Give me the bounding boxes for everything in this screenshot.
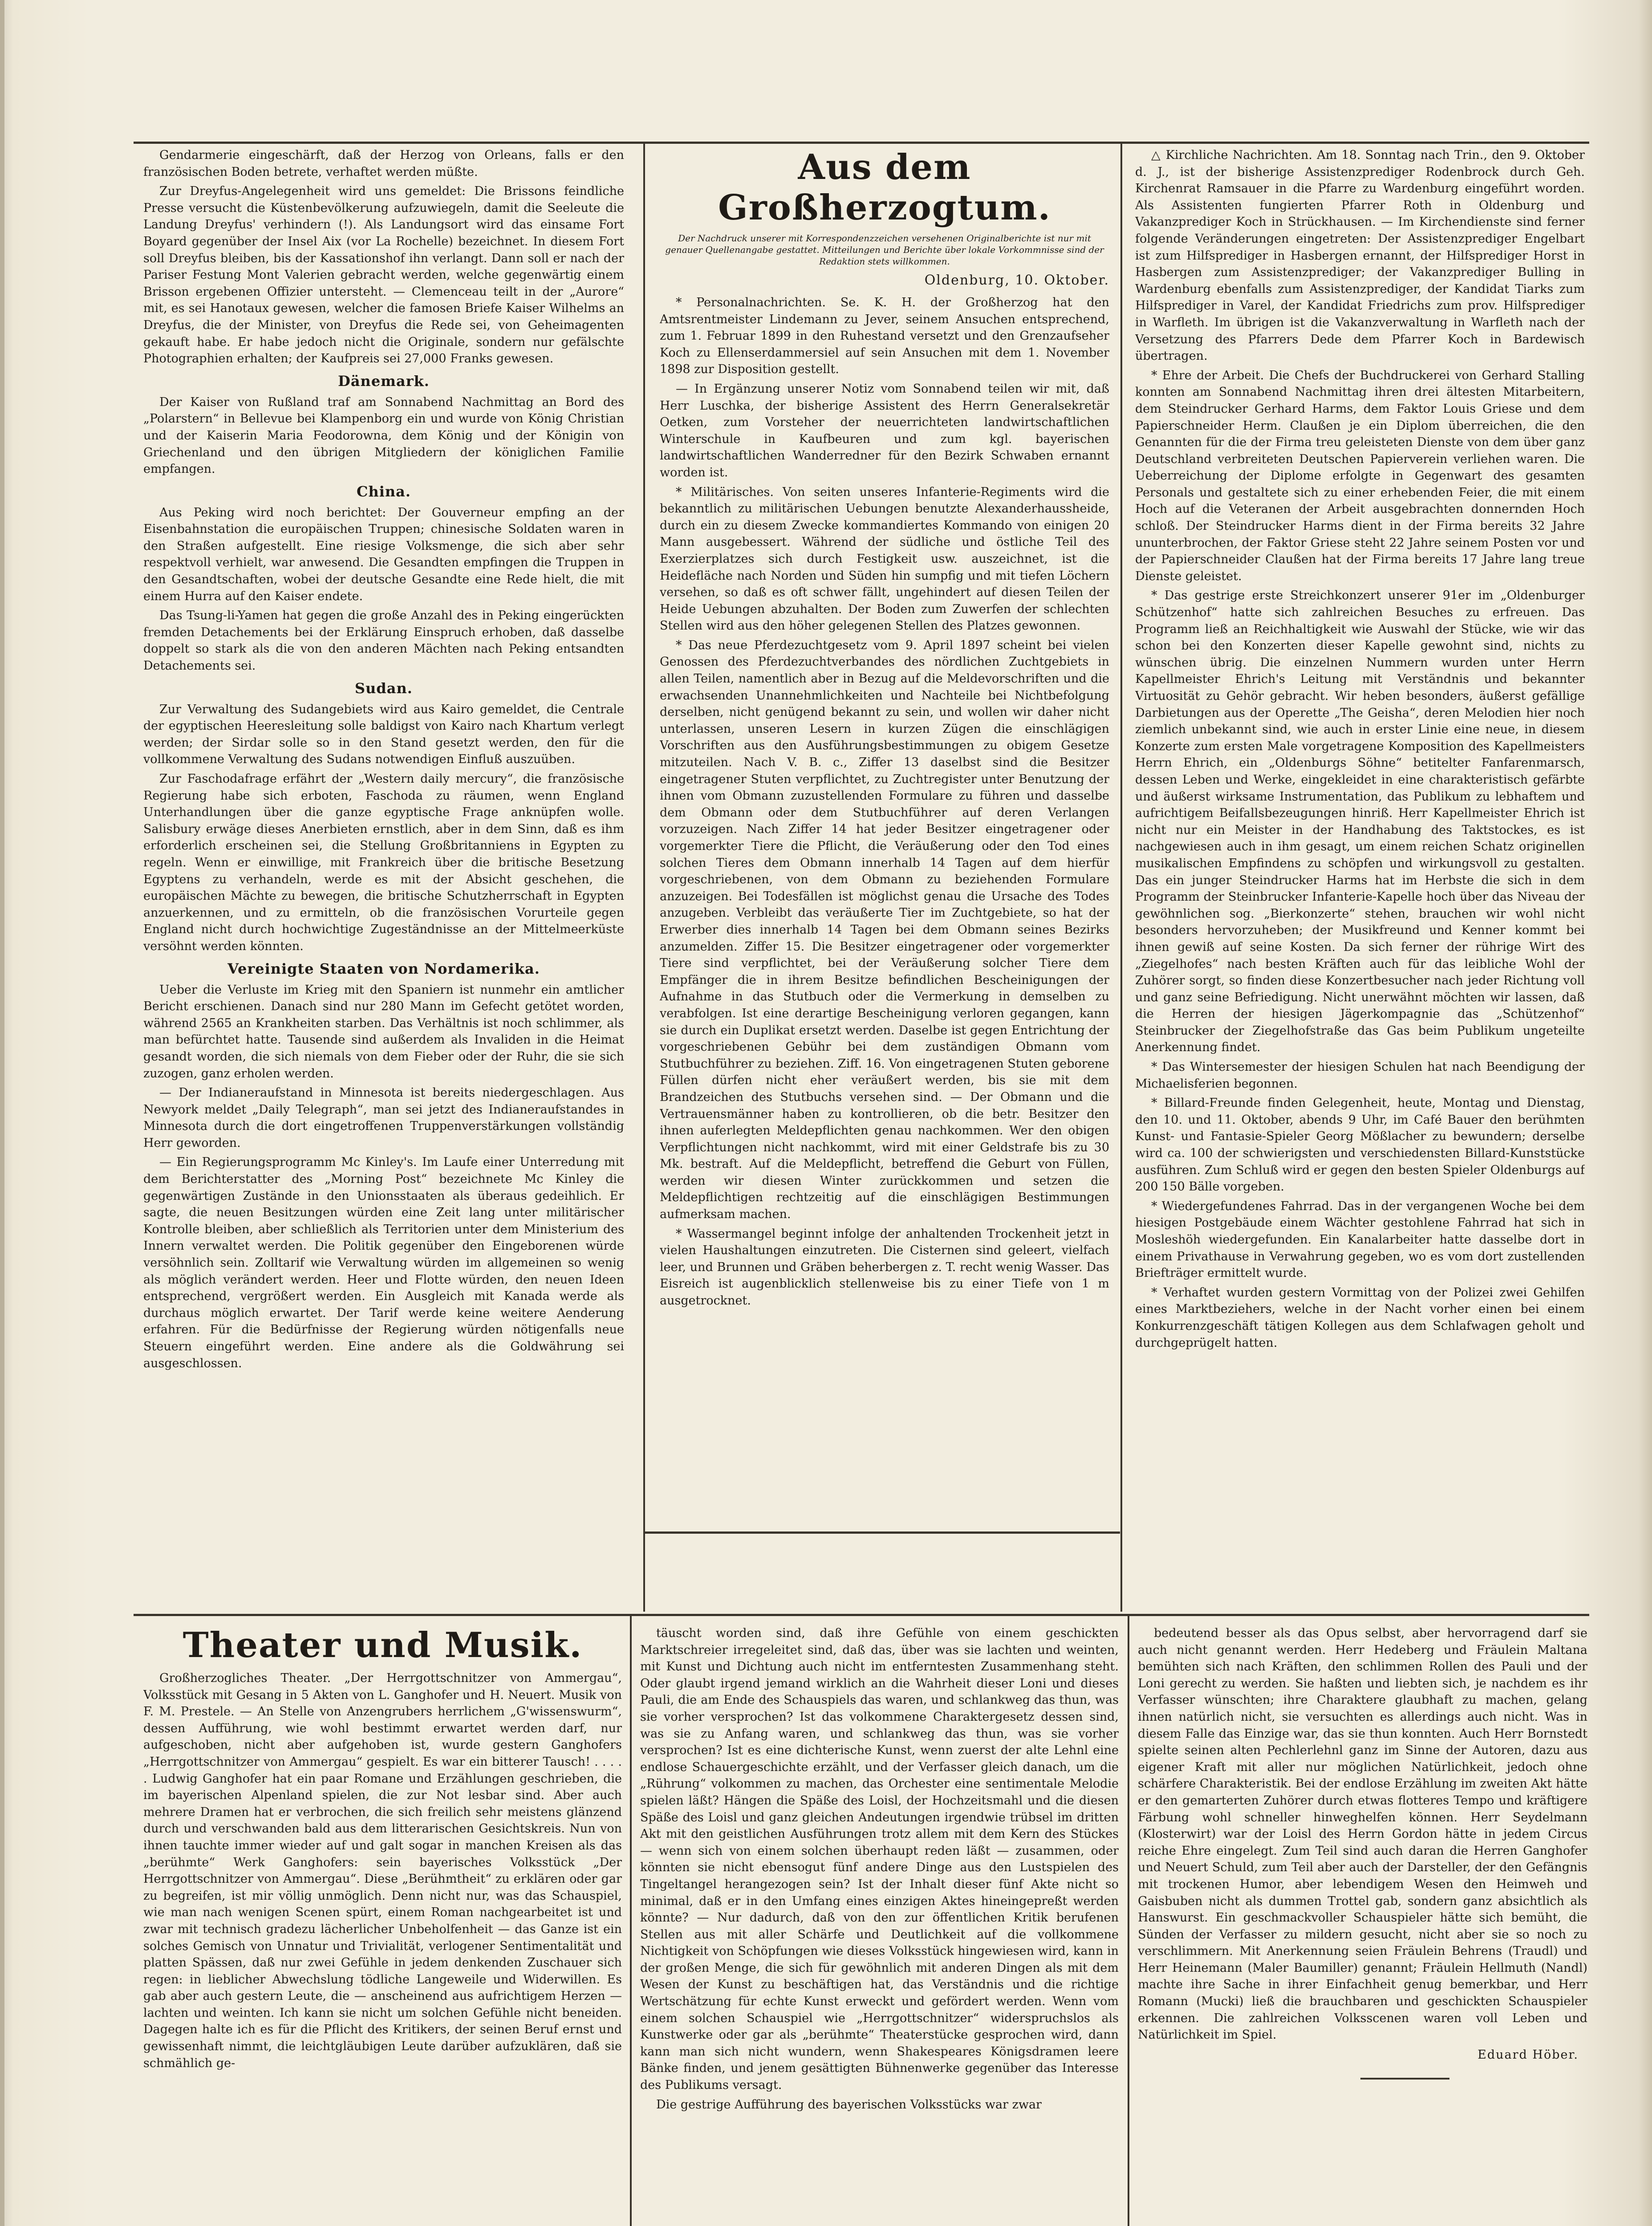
column-theater-2 [640, 1625, 1119, 2226]
column-theater-1 [143, 1625, 622, 2226]
article-paragraph: — Ein Regierungsprogramm Mc Kinley's. Im Laufe einer Unterredung mit dem Berichterstatter des „Morning Post“ bezeichnete Mc Kinley die gegenwärtigen Zustände in den Unionsstaaten als überaus gedeihlich. Er sagte, die neuen Besitzungen würden eine Zeit lang unter militärischer Kontrolle bleiben, aber schließlich als Territorien unter dem Ministerium des Innern verwaltet werden. Die Politik gegenüber den Eingeborenen würde versöhnlich sein. Zolltarif wie Verwaltung würden im allgemeinen so wenig als möglich verändert werden. Heer und Flotte würden, den neuen Ideen entsprechend, vergrößert werden. Ein Ausgleich mit Kanada werde als durchaus möglich erwartet. Der Tarif werde keine weitere Aenderung erfahren. Für die Bedürfnisse der Regierung würden nötigenfalls neue Steuern eingeführt werden. Eine andere als die Goldwährung sei ausgeschlossen. [143, 1155, 624, 1370]
article-paragraph: täuscht worden sind, daß ihre Gefühle von einem geschickten Marktschreier irregeleitet sind, daß das, über was sie lachten und weinten, mit Kunst und Dichtung auch nicht im entferntesten Zusammenhang steht. Oder glaubt irgend jemand wirklich an die Wahrheit dieser Loni und dieses Pauli, die am Ende des Schauspiels das waren, und schlankweg das thun, was sie vorher versprochen? Ist das volkommene Charaktergesetz dessen sind, was sie zu Anfang waren, und schlankweg das thun, was sie vorher versprochen? Ist es eine dichterische Kunst, wenn zuerst der alte Lehnl eine endlose Schauergeschichte erzählt, und der Verfasser gleich danach, um die „Rührung“ volkommen zu machen, das Orchester eine sentimentale Melodie spielen läßt? Hängen die Späße des Loisl, der Hochzeitsmahl und die diesen Späße des Loisl und ganz gleichen Andeutungen irgendwie trübsel im dritten Akt mit den geistlichen Ausführungen trotz allem mit dem Kern des Stückes — wenn sich von einem solchen überhaupt reden läßt — zusammen, oder könnten sie nicht ebensogut fünf andere Dinge aus den Lustspielen des Tingeltangel herangezogen sein? Ist der Inhalt dieser fünf Akte nicht so minimal, daß er in den Umfang eines einzigen Aktes hineingepreßt werden könnte? — Nur dadurch, daß von den zur öffentlichen Kritik berufenen Stellen aus mit aller Schärfe und Deutlichkeit auf die vollkommene Nichtigkeit von Schöpfungen wie dieses Volksstück hingewiesen wird, kann in der großen Menge, die sich für gewöhnlich mit anderen Dingen als mit dem Wesen der Kunst zu beschäftigen hat, das Verständnis und die richtige Wertschätzung für echte Kunst erweckt und gefördert werden. Wenn vom einem solchen Schauspiel wie „Herrgottschnitzer“ widerspruchslos als Kunstwerke oder gar als „berühmte“ Theaterstücke gesprochen wird, dann kann man sich nicht wundern, wenn Shakespeares Königsdramen leere Bänke finden, und jenem gesättigten Bühnenwerke gegenüber das Interesse des Publikums versagt. [640, 1626, 1119, 2092]
theater-heading: Theater und Musik. [183, 1625, 583, 1665]
article-paragraph: * Das neue Pferdezuchtgesetz vom 9. April 1897 scheint bei vielen Genossen des Pferdezuchtverbandes des nördlichen Zuchtgebiets in allen Teilen, namentlich aber in Bezug auf die Meldevorschriften und die erwachsenden Unannehmlichkeiten und Nachteile bei Nichtbefolgung derselben, nicht genügend bekannt zu sein, und wollen wir daher nicht unterlassen, unseren Lesern in kurzen Zügen die einschlägigen Vorschriften aus den Ausführungsbestimmungen zu obigem Gesetze mitzuteilen. Nach V. B. c., Ziffer 13 daselbst sind die Besitzer eingetragener Stuten verpflichtet, zu Zuchtregister unter Benutzung der ihnen vom Obmann zuzustellenden Formulare zu führen und dasselbe dem Obmann oder dem Stutbuchführer auf deren Verlangen vorzuzeigen. Nach Ziffer 14 hat jeder Besitzer eingetragener oder vorgemerkter Tiere die Pflicht, die Veräußerung oder den Tod eines solchen Tieres dem Obmann innerhalb 14 Tagen auf dem hierfür vorgeschriebenen, von dem Obmann zu beziehenden Formulare anzuzeigen. Bei Todesfällen ist möglichst genau die Ursache des Todes anzugeben. Verbleibt das veräußerte Tier im Zuchtgebiete, so hat der Erwerber dies innerhalb 14 Tagen bei dem Obmann seines Bezirks anzumelden. Ziffer 15. Die Besitzer eingetragener oder vorgemerkter Tiere sind verpflichtet, bei der Veräußerung solcher Tiere dem Empfänger die in ihrem Besitze befindlichen Bescheinigungen der Aufnahme in das Stutbuch oder die Vermerkung in demselben zu verabfolgen. Ist eine derartige Bescheinigung verloren gegangen, kann sie durch ein Duplikat ersetzt werden. Daselbe ist gegen Entrichtung der vorgeschriebenen Gebühr bei dem zuständigen Obmann vom Stutbuchführer zu beziehen. Ziff. 16. Von eingetragenen Stuten geborene Füllen dürfen nicht eher veräußert werden, bis sie mit dem Brandzeichen des Stutbuchs versehen sind. — Der Obmann und die Vertrauensmänner haben zu kontrollieren, ob die betr. Besitzer den ihnen auferlegten Meldepflichten genau nachkommen. Wer den obigen Verpflichtungen nicht nachkommt, wird mit einer Geldstrafe bis zu 30 Mk. bestraft. Auf die Meldepflicht, betreffend die Geburt von Füllen, werden wir diesen Winter zurückkommen und setzen die Meldepflichtigen rechtzeitig auf die einschlägigen Bestimmungen aufmerksam machen. [660, 638, 1109, 1222]
section-heading: Vereinigte Staaten von Nordamerika. [227, 960, 540, 977]
article-paragraph: Zur Dreyfus-Angelegenheit wird uns gemeldet: Die Brissons feindliche Presse versucht die Küstenbevölkerung aufzuwiegeln, damit die Seeleute die Landung Dreyfus' verhindern (!). Als Landungsort wird das einsame Fort Boyard gegenüber der Insel Aix (vor La Rochelle) bezeichnet. In diesem Fort soll Dreyfus bleiben, bis der Kassationshof ihn verlangt. Dann soll er nach der Pariser Festung Mont Valerien gebracht werden, welche gegenwärtig einem Brisson ergebenen Offizier untersteht. — Clemenceau teilt in der „Aurore“ mit, es sei Hanotaux gewesen, welcher die famosen Briefe Kaiser Wilhelms an Dreyfus, die der Minister, von Dreyfus die Rede sei, von Geheimagenten gekauft habe. Er habe jedoch nicht die Originale, sondern nur gefälschte Photographien erhalten; der Kaufpreis sei 27,000 Franks gewesen. [143, 184, 624, 366]
article-paragraph: Aus Peking wird noch berichtet: Der Gouverneur empfing an der Eisenbahnstation die europäischen Truppen; chinesische Soldaten waren in den Straßen aufgestellt. Eine riesige Volksmenge, die sich aber sehr respektvoll verhielt, war anwesend. Die Gesandten empfingen die Truppen in den Gesandtschaften, wobei der deutsche Gesandte eine Rede hielt, die mit einem Hurra auf den Kaiser endete. [143, 505, 624, 603]
section-rule [134, 1614, 1589, 1616]
top-rule [134, 142, 1589, 144]
section-heading: Sudan. [355, 679, 413, 697]
article-paragraph: Gendarmerie eingeschärft, daß der Herzog von Orleans, falls er den französischen Boden betrete, verhaftet werden müßte. [143, 148, 624, 179]
author-signature: Eduard Höber. [1477, 2047, 1579, 2062]
closing-rule [1360, 2078, 1449, 2080]
article-paragraph: Ueber die Verluste im Krieg mit den Spaniern ist nunmehr ein amtlicher Bericht erschienen. Danach sind nur 280 Mann im Gefecht getötet worden, während 2565 an Krankheiten starben. Das Verhältnis ist noch schlimmer, als man befürchtet hatte. Tausende sind außerdem als Invaliden in die Heimat gesandt worden, die sich niemals von dem Fieber oder der Ruhr, die sie sich zuzogen, ganz erholen werden. [143, 983, 624, 1081]
article-paragraph: bedeutend besser als das Opus selbst, aber hervorragend darf sie auch nicht genannt werden. Herr Hedeberg und Fräulein Maltana bemühten sich nach Kräften, den schlimmen Rollen des Pauli und der Loni gerecht zu werden. Sie haßten und liebten sich, je nachdem es ihr Verfasser wünschten; ihre Charaktere glaubhaft zu machen, gelang ihnen natürlich nicht, sie versuchten es allerdings auch nicht. Was in diesem Falle das Einzige war, das sie thun konnten. Auch Herr Bornstedt spielte seinen alten Pechlerlehnl ganz im Sinne der Autoren, dazu aus eigener Kraft mit aller nur möglichen Natürlichkeit, jedoch ohne schärfere Charakteristik. Bei der endlose Erzählung im zweiten Akt hätte er den gemarterten Zuhörer durch etwas flotteres Tempo und kräftigere Färbung wohl schneller hinweghelfen können. Herr Seydelmann (Klosterwirt) war der Loisl des Herrn Gordon hätte in jedem Circus reiche Ehre eingelegt. Zum Teil sind auch daran die Herren Ganghofer und Neuert Schuld, zum Teil aber auch der Darsteller, der den Gefängnis mit trockenen Humor, aber lebendigem Wesen den Heimweh und Gaisbuben nicht als dummen Trottel gab, sondern ganz absichtlich als Hanswurst. Ein geschmackvoller Schauspieler hätte sich bemüht, die Sünden der Verfasser zu mildern gesucht, nicht aber sie so noch zu verschlimmern. Mit Anerkennung seien Fräulein Behrens (Traudl) und Herr Heinemann (Maler Baumiller) genannt; Fräulein Hellmuth (Nandl) machte ihre Sache in ihrer Einfachheit genug bemerkbar, und Herr Romann (Mucki) ließ die brauchbaren und geschickten Schauspieler erkennen. Die zahlreichen Volksscenen waren voll Leben und Natürlichkeit im Spiel. [1138, 1626, 1587, 2042]
article-paragraph: * Wassermangel beginnt infolge der anhaltenden Trockenheit jetzt in vielen Haushaltungen einzutreten. Die Cisternen sind geleert, vielfach leer, und Brunnen und Gräben beherbergen z. T. recht wenig Wasser. Das Eisreich ist augenblicklich stellenweise bis zu einer Tiefe von 1 m ausgetrocknet. [660, 1227, 1109, 1308]
page-left-edge [0, 0, 4, 2226]
reprint-note: Der Nachdruck unserer mit Korrespondenzzeichen versehenen Originalberichte ist nur mit genauer Quellenangabe gestattet. Mitteilungen und Berichte über lokale Vorkommnisse sind der Redaktion stets willkommen. [665, 233, 1104, 267]
column-politics [143, 147, 624, 1612]
article-paragraph: * Personalnachrichten. Se. K. H. der Großherzog hat den Amtsrentmeister Lindemann zu Jever, seinem Ansuchen entsprechend, zum 1. Februar 1899 in den Ruhestand versetzt und den Grenzaufseher Koch zu Ellenserdammersiel auf sein Ansuchen mit dem 1. November 1898 zur Disposition gestellt. [660, 296, 1109, 377]
article-paragraph: Die gestrige Aufführung des bayerischen Volksstücks war zwar [656, 2097, 1042, 2112]
article-paragraph: Großherzogliches Theater. „Der Herrgottschnitzer von Ammergau“, Volksstück mit Gesang in 5 Akten von L. Ganghofer und H. Neuert. Musik von F. M. Prestele. — An Stelle von Anzengrubers herrlichem „G'wissenswurm“, dessen Aufführung, wie wohl bestimmt erwartet werden darf, nur aufgeschoben, nicht aber aufgehoben ist, wurde gestern Ganghofers „Herrgottschnitzer von Ammergau“ gespielt. Es war ein bitterer Tausch! . . . . . Ludwig Ganghofer hat ein paar Romane und Erzählungen geschrieben, die im bayerischen Alpenland spielen, die zur Not lesbar sind. Aber auch mehrere Dramen hat er verbrochen, die sich freilich sehr meistens glänzend durch und verschwanden bald aus dem litterarischen Gesichtskreis. Nun von ihnen tauchte immer wieder auf und galt sogar in manchen Kreisen als das „berühmte“ Werk Ganghofers: sein bayerisches Volksstück „Der Herrgottschnitzer von Ammergau“. Diese „Berühmtheit“ zu erklären oder gar zu begreifen, ist mir völlig unmöglich. Denn nicht nur, was das Schauspiel, wie man nach wenigen Scenen spürt, einem Roman nachgearbeitet ist und zwar mit technisch gradezu lächerlicher Unbeholfenheit — das Ganze ist ein solches Gemisch von Unnatur und Trivialität, verlogener Sentimentalität und platten Spässen, daß nur zwei Gefühle in jedem denkenden Zuschauer sich regen: in lieblicher Abwechslung tödliche Langeweile und Widerwillen. Es gab aber auch gestern Leute, die — anscheinend aus aufrichtigem Herzen — lachten und weinten. Ich kann sie nicht um solchen Gefühle nicht beneiden. Dagegen halte ich es für die Pflicht des Kritikers, der seinen Beruf ernst und gewissenhaft nimmt, die leichtgläubigen Leute darüber aufzuklären, daß sie schmählich ge- [143, 1671, 622, 2070]
article-paragraph: Zur Verwaltung des Sudangebiets wird aus Kairo gemeldet, die Centrale der egyptischen Heeresleitung solle baldigst von Kairo nach Khartum verlegt werden; der Sirdar solle so in den Stand gesetzt werden, den für die vollkommene Verwaltung des Sudans notwendigen Einfluß auszuüben. [143, 702, 624, 767]
article-paragraph: * Das Wintersemester der hiesigen Schulen hat nach Beendigung der Michaelisferien begonnen. [1135, 1060, 1585, 1091]
dateline: Oldenburg, 10. Oktober. [924, 272, 1109, 288]
article-paragraph: * Das gestrige erste Streichkonzert unserer 91er im „Oldenburger Schützenhof“ hatte sich zahlreichen Besuches zu erfreuen. Das Programm ließ an Reichhaltigkeit wie Auswahl der Stücke, wie wir das schon bei den Konzerten dieser Kapelle gewohnt sind, nichts zu wünschen übrig. Die einzelnen Nummern wurden unter Herrn Kapellmeister Ehrich's Leitung mit Verständnis und bekannter Virtuosität zu Gehör gebracht. Wir heben besonders, äußerst gefällige Darbietungen aus der Operette „The Geisha“, deren Melodien hier noch ziemlich unbekannt sind, wie auch in erster Linie eine neue, in diesem Konzerte zum ersten Male vorgetragene Komposition des Kapellmeisters Herrn Ehrich, ein „Oldenburgs Söhne“ betitelter Fanfarenmarsch, dessen Leben und Werke, eingekleidet in eine charakteristisch gefärbte und äußerst wirksame Instrumentation, das Publikum zu lebhaftem und aufrichtigem Beifallsbezeugungen hinriß. Herr Kapellmeister Ehrich ist nicht nur ein Meister in der Handhabung des Taktstockes, es ist nachgewiesen auch in ihm gesagt, um einem reichen Schatz originellen musikalischen Empfindens zu schöpfen und wirkungsvoll zu gestalten. Das ein junger Steindrucker Harms hat im Herbste die sich in dem Programm der Steinbrucker Infanterie-Kapelle hoch über das Niveau der gewöhnlichen sog. „Bierkonzerte“ stehen, brauchen wir wohl nicht besonders hervorzuheben; der Musikfreund und Kenner kommt bei ihnen gewiß auf seine Kosten. Da sich ferner der rührige Wirt des „Ziegelhofes“ nach besten Kräften auch für das leibliche Wohl der Zuhörer sorgt, so finden diese Konzertbesucher nach jeder Richtung voll und ganz seine Befriedigung. Nicht unerwähnt möchten wir lassen, daß die Herren der hiesigen Jägerkompagnie das „Schützenhof“ Steinbrucker der Ziegelhofstraße das Gas beim Publikum ungeteilte Anerkennung findet. [1135, 589, 1585, 1055]
article-paragraph: Zur Faschodafrage erfährt der „Western daily mercury“, die französische Regierung habe sich erboten, Faschoda zu räumen, wenn England Unterhandlungen über die ganze egyptische Frage anknüpfen wolle. Salisbury erwäge dieses Anerbieten ernstlich, aber in dem Sinn, daß es ihm erforderlich erscheinen sei, die Stellung Großbritanniens in Egypten zu regeln. Wenn er einwillige, mit Frankreich über die britische Besetzung Egyptens zu verhandeln, werde es mit der Absicht geschehen, die europäischen Mächte zu bewegen, die britische Schutzherrschaft in Egypten anzuerkennen, und zu ermitteln, ob die französischen Vorurteile gegen England nicht durch hochwichtige Zugeständnisse an der Mittelmeerküste versöhnt werden könnten. [143, 772, 624, 953]
article-paragraph: △ Kirchliche Nachrichten. Am 18. Sonntag nach Trin., den 9. Oktober d. J., ist der bisherige Assistenzprediger Rodenbrock durch Geh. Kirchenrat Ramsauer in die Pfarre zu Wardenburg eingeführt worden. Als Assistenten fungierten Pfarrer Roth in Oldenburg und Vakanzprediger Koch in Strückhausen. — Im Kirchendienste sind ferner folgende Veränderungen eingetreten: Der Assistenzprediger Engelbart ist zum Hilfsprediger in Hasbergen ernannt, der Hilfsprediger Horst in Hasbergen zum Assistenzprediger; der Vakanzprediger Bulling in Wardenburg ebenfalls zum Assistenzprediger, der Kandidat Tiarks zum Hilfsprediger in Varel, der Kandidat Friedrichs zum prov. Hilfsprediger in Warfleth. Im übrigen ist die Vakanzverwaltung in Warfleth nach der Versetzung des Pfarrers Dede dem Pfarrer Koch in Bardewisch übertragen. [1135, 148, 1585, 363]
section-heading: Dänemark. [338, 372, 430, 390]
article-paragraph: * Wiedergefundenes Fahrrad. Das in der vergangenen Woche bei dem hiesigen Postgebäude einem Wächter gestohlene Fahrrad hat sich in Mosleshöh wiedergefunden. Ein Kanalarbeiter hatte dasselbe dort in einem Privathause in Verwahrung gegeben, wo es vom dort zustellenden Briefträger ermittelt wurde. [1135, 1199, 1585, 1280]
column-rule-2 [1120, 142, 1122, 1612]
article-paragraph: — In Ergänzung unserer Notiz vom Sonnabend teilen wir mit, daß Herr Luschka, der bisherige Assistent des Herrn Generalsekretär Oetken, zum Vorsteher der neuerrichteten landwirtschaftlichen Winterschule in Kaufbeuren und zum kgl. bayerischen landwirtschaftlichen Wanderredner für den Bezirk Schwaben ernannt worden ist. [660, 382, 1109, 479]
column-rule-1 [643, 142, 645, 1612]
article-paragraph: Der Kaiser von Rußland traf am Sonnabend Nachmittag an Bord des „Polarstern“ in Bellevue bei Klampenborg ein und wurde von König Christian und der Kaiserin Maria Feodorowna, dem König und der Königin von Griechenland und den übrigen Mitgliedern der königlichen Familie empfangen. [143, 395, 624, 476]
section-title: Aus dem Großherzogtum. [718, 147, 1051, 228]
column-grand-duchy [660, 147, 1109, 1527]
article-paragraph: * Ehre der Arbeit. Die Chefs der Buchdruckerei von Gerhard Stalling konnten am Sonnabend Nachmittag ihren drei ältesten Mitarbeitern, dem Steindrucker Gerhard Harms, dem Faktor Louis Griese und dem Papierschneider Herm. Claußen je ein Diplom überreichen, die den Genannten für die der Firma treu geleisteten Dienste von dem über ganz Deutschland verbreiteten Deutschen Papierverein verliehen waren. Die Ueberreichung der Diplome erfolgte in Gegenwart des gesamten Personals und gestaltete sich zu einer erhebenden Feier, die mit einem Hoch auf die Veteranen der Arbeit ausgebrachten donnernden Hoch schloß. Der Steindrucker Harms dient in der Firma bereits 32 Jahre ununterbrochen, der Faktor Griese steht 22 Jahre seinem Posten vor und der Papierschneider Claußen hat der Firma bereits 17 Jahre lang treue Dienste geleistet. [1135, 368, 1585, 583]
section-heading: China. [356, 483, 411, 500]
column-local-news [1135, 147, 1585, 1612]
middle-column-end-rule [645, 1531, 1120, 1534]
column-theater-3 [1138, 1625, 1587, 2226]
article-paragraph: * Militärisches. Von seiten unseres Infanterie-Regiments wird die bekanntlich zu militärischen Uebungen benutzte Alexanderhaussheide, durch ein zu diesem Zwecke kommandiertes Kommando von einigen 20 Mann ausgebessert. Während der südliche und östliche Teil des Exerzierplatzes sich durch Festigkeit usw. auszeichnet, ist die Heidefläche nach Norden und Süden hin sumpfig und mit tiefen Löchern versehen, so daß es oft schwer fällt, ungehindert auf diesen Teilen der Heide Uebungen abzuhalten. Der Boden zum Zuwerfen der schlechten Stellen wird aus den höher gelegenen Stellen des Platzes gewonnen. [660, 485, 1109, 633]
article-paragraph: Das Tsung-li-Yamen hat gegen die große Anzahl des in Peking eingerückten fremden Detachements bei der Erklärung Einspruch erhoben, daß dasselbe doppelt so stark als die von den anderen Mächten nach Peking entsandten Detachements sei. [143, 609, 624, 673]
column-rule-4 [1128, 1616, 1129, 2226]
article-paragraph: * Billard-Freunde finden Gelegenheit, heute, Montag und Dienstag, den 10. und 11. Oktober, abends 9 Uhr, im Café Bauer den berühmten Kunst- und Fantasie-Spieler Georg Mößlacher zu bewundern; derselbe wird ca. 100 der schwierigsten und verschiedensten Billard-Kunststücke ausführen. Zum Schluß wird er gegen den besten Spieler Oldenburgs auf 200 150 Bälle vorgeben. [1135, 1096, 1585, 1194]
column-rule-3 [630, 1616, 632, 2226]
article-paragraph: — Der Indianeraufstand in Minnesota ist bereits niedergeschlagen. Aus Newyork meldet „Daily Telegraph“, man sei jetzt des Indianeraufstandes in Minnesota durch die dort eingetroffenen Truppenverstärkungen vollständig Herr geworden. [143, 1086, 624, 1150]
article-paragraph: * Verhaftet wurden gestern Vormittag von der Polizei zwei Gehilfen eines Marktbeziehers, welche in der Nacht vorher einen bei einem Konkurrenzgeschäft tätigen Kollegen aus dem Schlafwagen geholt und durchgeprügelt hatten. [1135, 1285, 1585, 1350]
